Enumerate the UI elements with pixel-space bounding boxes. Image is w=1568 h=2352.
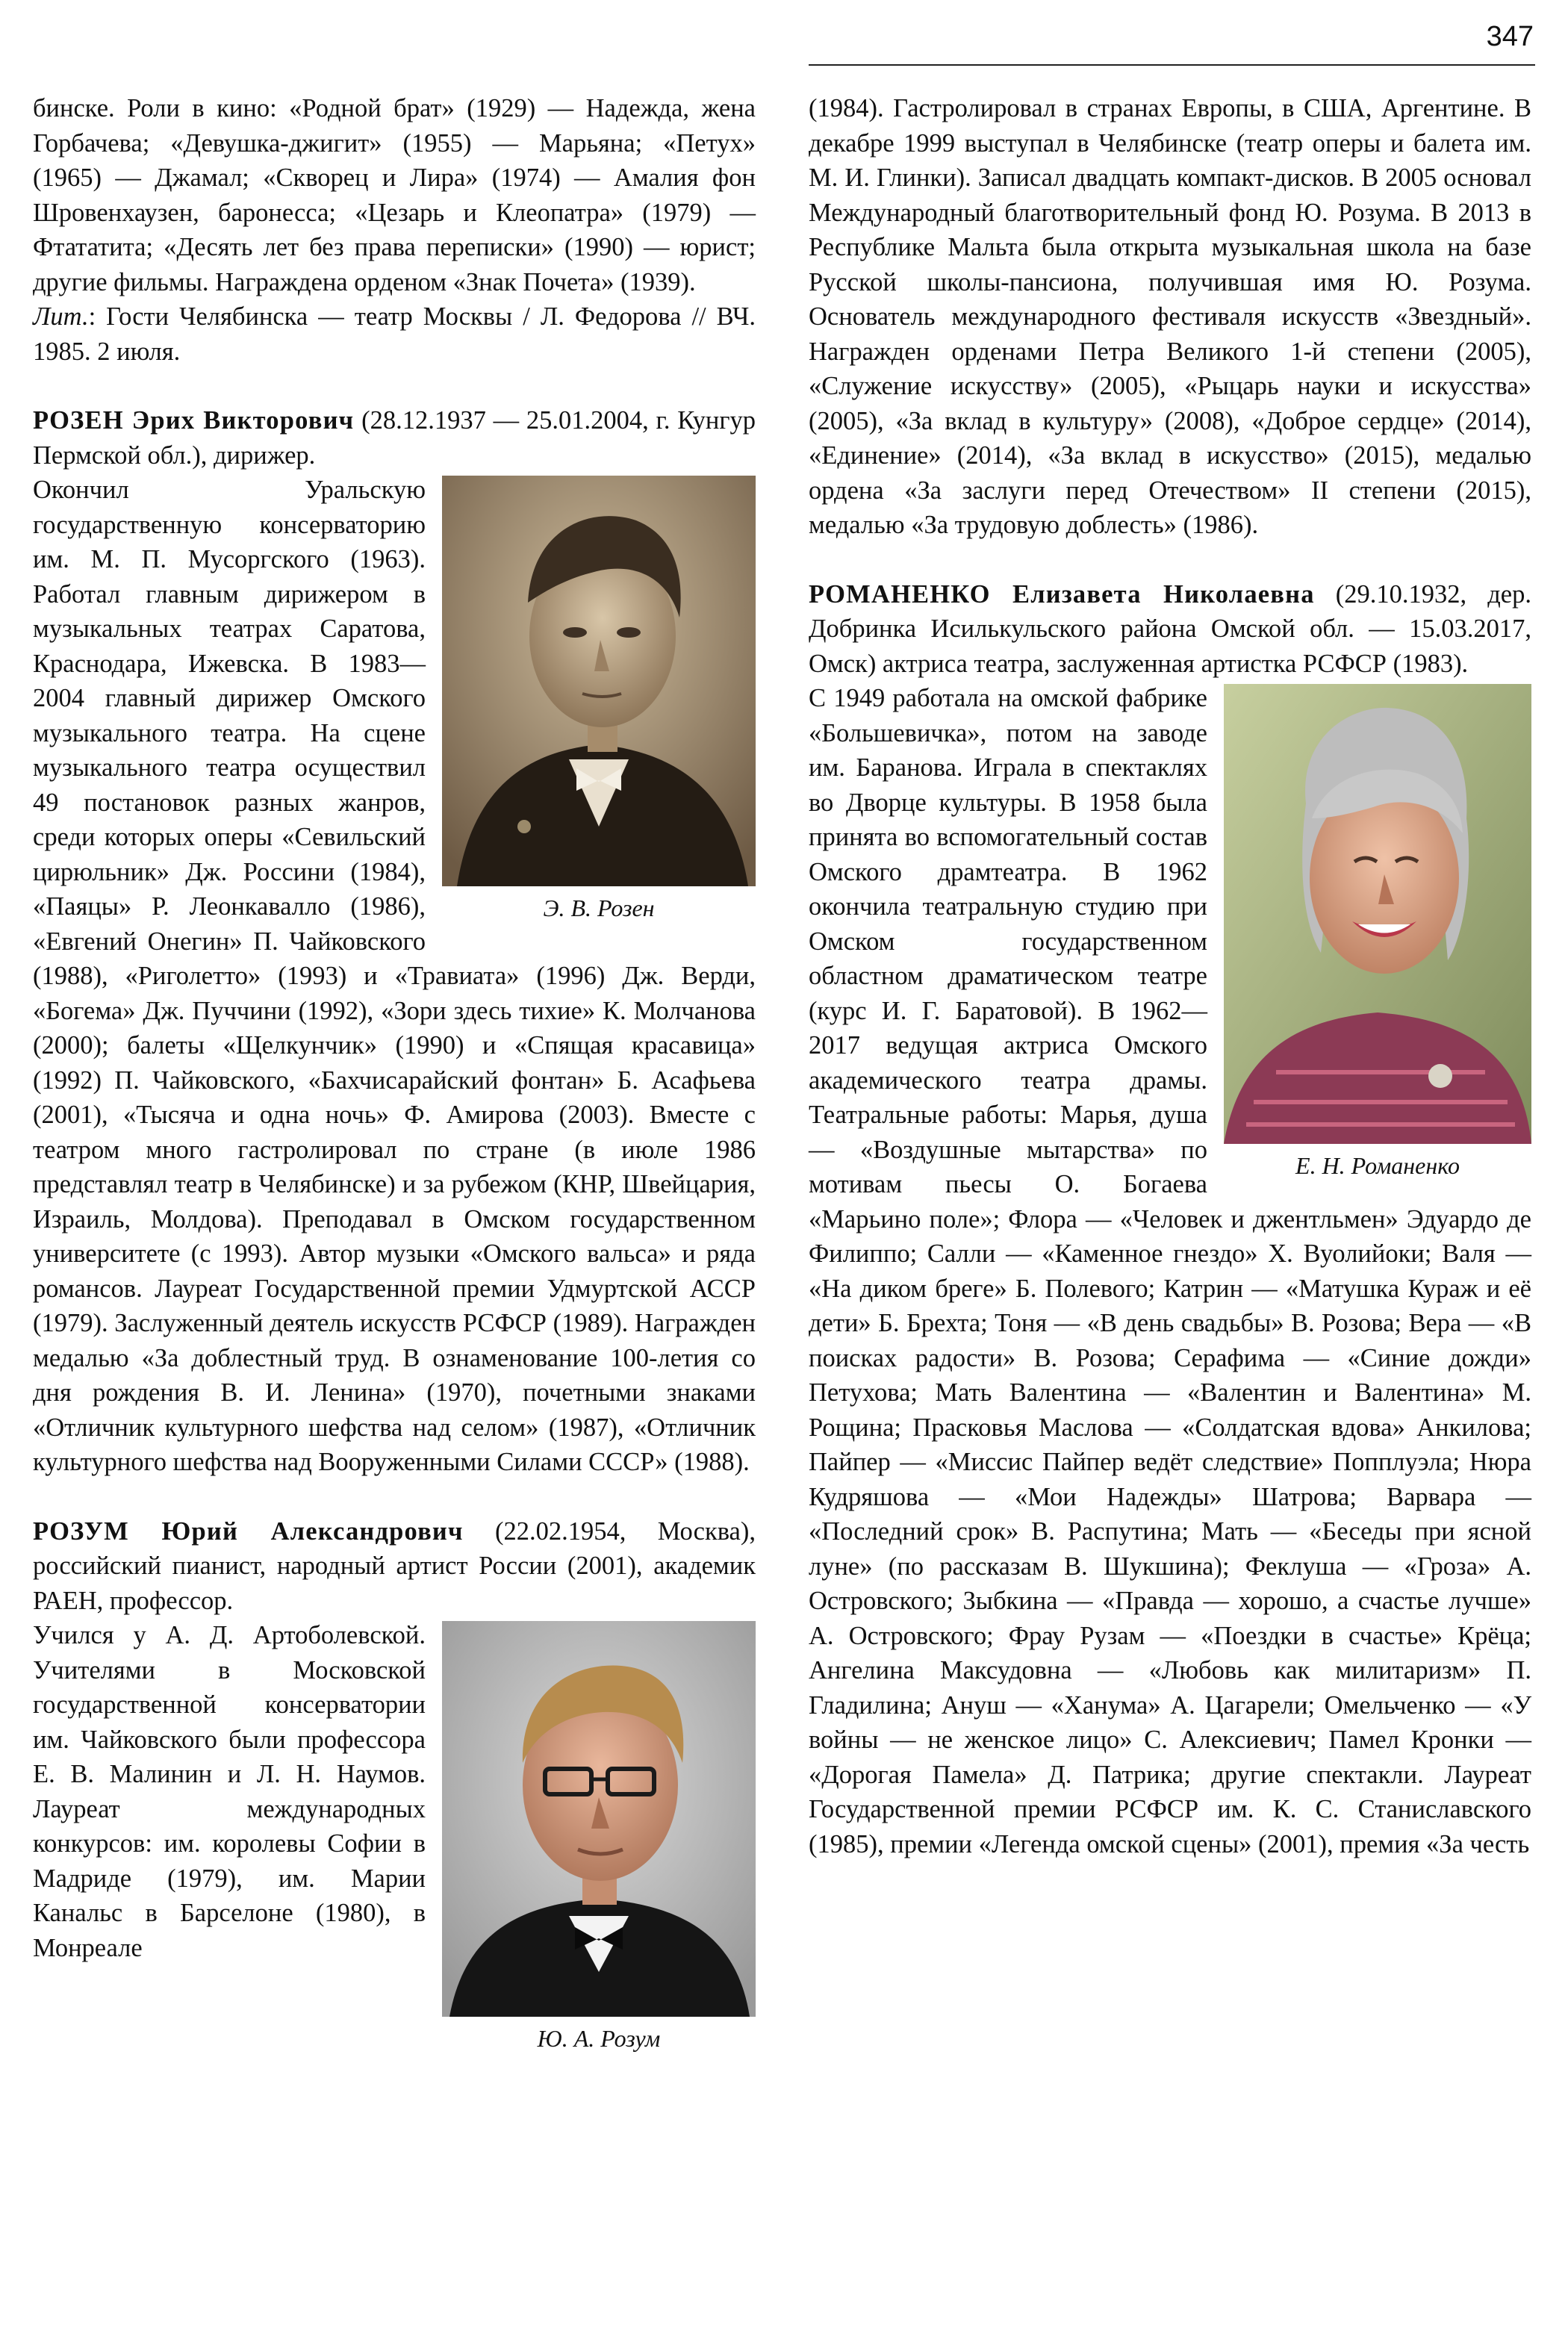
figure-rozen xyxy=(442,476,756,924)
entry-rozen-dates: (28.12.1937 — 25.01.2004, г. Кунгур Пермской обл.), дирижер. xyxy=(33,406,756,470)
entry-rozen xyxy=(33,403,756,1480)
entry-continuation-text: бинске. Роли в кино: «Родной брат» (1929) — Надежда, жена Горбачева; «Девушка-джигит» (1955) — Марьяна; «Петух» (1965) — Джамал; «Скворец и Лира» (1974) — Амалия фон Шровенхаузен, баронесса; «Цезарь и Клеопатра» (1979) — Фтататита; «Десять лет без права переписки» (1990) — юрист; другие фильмы. Награждена орденом «Знак Почета» (1939). xyxy=(33,94,756,296)
entry-romanenko-heading xyxy=(809,577,1531,682)
entry-romanenko-dates: (29.10.1932, дер. Добринка Исилькульского района Омской обл. — 15.03.2017, Омск) актриса театра, заслуженная артистка РСФСР (1983). xyxy=(809,579,1531,678)
literature-reference xyxy=(33,299,756,369)
entry-romanenko-body: С 1949 работала на омской фабрике «Большевичка», потом на заводе им. Баранова. Играла в спектаклях во Дворце культуры. В 1958 была принята во вспомогательный состав Омского драмтеатра. В 1962 окончила театральную студию при Омском государственном областном драматическом театре (курс И. Г. Баратовой). В 1962—2017 ведущая актриса Омского академического театра драмы. Театральные работы: Марья, душа — «Воздушные мытарства» по мотивам пьесы О. Богаева «Марьино поле»; Флора — «Человек и джентльмен» Эдуардо де Филиппо; Салли — «Каменное гнездо» Х. Вуолийоки; Валя — «На диком бреге» Б. Полевого; Катрин — «Матушка Кураж и её дети» Б. Брехта; Тоня — «В день свадьбы» В. Розова; Вера — «В поисках радости» В. Розова; Серафима — «Синие дожди» Петухова; Мать Валентина — «Валентин и Валентина» М. Рощина; Прасковья Маслова — «Солдатская вдова» Анкилова; Пайпер — «Миссис Пайпер ведёт следствие» Попплуэла; Нюра Кудряшова — «Мои Надежды» Шатрова; Варвара — «Последний срок» В. Распутина; Мать — «Беседы при ясной луне» (по рассказам В. Шукшина); Феклуша — «Гроза» А. Островского; Зыбкина — «Правда — хорошо, а счастье лучше» А. Островского; Фрау Рузам — «Поездки в счастье» Крёца; Ангелина Максудовна — «Любовь как милитаризм» П. Гладилина; Ануш — «Ханума» А. Цагарели; Омельченко — «У войны — не женское лицо» С. Алексиевич; Памел Кронки — «Дорогая Памела» Д. Патрика; другие спектакли. Лауреат Государственной премии РСФСР им. К. С. Станиславского (1985), премии «Легенда омской сцены» (2001), премия «За честь xyxy=(809,684,1531,1858)
entry-rozum-body: Учился у А. Д. Артоболевской. Учителями в Московской государственной консерватории им. Чайковского были профессора Е. В. Малинин и Л. Н. Наумов. Лауреат международных конкурсов: им. королевы Софии в Мадриде (1979), им. Марии Канальс в Барселоне (1980), в Монреале xyxy=(33,1621,426,1962)
entry-rozum-name: РОЗУМ Юрий Александрович xyxy=(33,1516,464,1546)
photo-rozum xyxy=(442,1621,756,2017)
entry-rozen-body: Окончил Уральскую государственную консерваторию им. М. П. Мусоргского (1963). Работал главным дирижером в музыкальных театрах Саратова, Краснодара, Ижевска. В 1983—2004 главный дирижер Омского музыкального театра. На сцене музыкального театра осуществил 49 постановок разных жанров, среди которых оперы «Севильский цирюльник» Дж. Россини (1984), «Паяцы» Р. Леонкавалло (1986), «Евгений Онегин» П. Чайковского (1988), «Риголетто» (1993) и «Травиата» (1996) Дж. Верди, «Богема» Дж. Пуччини (1992), «Зори здесь тихие» К. Молчанова (2000); балеты «Щелкунчик» (1990) и «Спящая красавица» (1992) П. Чайковского, «Бахчисарайский фонтан» Б. Асафьева (2001), «Тысяча и одна ночь» Ф. Амирова (2003). Вместе с театром много гастролировал по стране (в июле 1986 представлял театр в Челябинске) и за рубежом (КНР, Швейцария, Израиль, Молдова). Преподавал в Омском государственном университете (с 1993). Автор музыки «Омского вальса» и ряда романсов. Лауреат Государственной премии Удмуртской АССР (1979). Заслуженный деятель искусств РСФСР (1989). Награжден медалью «За доблестный труд. В ознаменование 100-летия со дня рождения В. И. Ленина» (1970), почетными знаками «Отличник культурного шефства над селом» (1987), «Отличник культурного шефства над Вооруженными Силами СССР» (1988). xyxy=(33,476,756,1476)
caption-rozen: Э. В. Розен xyxy=(543,895,655,921)
entry-rozum-continuation: (1984). Гастролировал в странах Европы, в США, Аргентине. В декабре 1999 выступал в Челябинске (театр оперы и балета им. М. И. Глинки). Записал двадцать компакт-дисков. В 2005 основал Международный благотворительный фонд Ю. Розума. В 2013 в Республике Мальта была открыта музыкальная школа на базе Русской школы-пансиона, получившая имя Ю. Розума. Основатель международного фестиваля искусств «Звездный». Награжден орденами Петра Великого 1-й степени (2005), «Служение искусству» (2005), «Рыцарь науки и искусства» (2005), «За вклад в культуру» (2008), «Доброе сердце» (2014), «Единение» (2014), «За вклад в искусство» (2015), медалью ордена «За заслуги перед Отечеством» II степени (2015), медалью «За трудовую доблесть» (1986). xyxy=(809,94,1531,539)
photo-rozen xyxy=(442,476,756,886)
caption-rozum: Ю. А. Розум xyxy=(537,2025,661,2052)
literature-text: : Гости Челябинска — театр Москвы / Л. Федорова // ВЧ. 1985. 2 июля. xyxy=(33,302,756,366)
entry-romanenko xyxy=(809,577,1531,1862)
entry-rozen-name: РОЗЕН Эрих Викторович xyxy=(33,406,355,435)
left-column xyxy=(33,91,756,2056)
right-column xyxy=(809,91,1531,1861)
entry-rozen-heading xyxy=(33,403,756,473)
caption-romanenko: Е. Н. Романенко xyxy=(1295,1152,1460,1179)
literature-label: Лит. xyxy=(33,302,89,331)
figure-romanenko xyxy=(1224,684,1531,1181)
entry-rozum xyxy=(33,1514,756,2052)
photo-romanenko xyxy=(1224,684,1531,1144)
entry-rozum-heading xyxy=(33,1514,756,1619)
header-rule xyxy=(809,64,1535,66)
entry-romanenko-name: РОМАНЕНКО Елизавета Николаевна xyxy=(809,579,1315,609)
figure-rozum xyxy=(442,1621,756,2054)
page-number: 347 xyxy=(1486,21,1534,52)
entry-rozum-dates: (22.02.1954, Москва), российский пианист, народный артист России (2001), академик РАЕН, профессор. xyxy=(33,1516,756,1615)
